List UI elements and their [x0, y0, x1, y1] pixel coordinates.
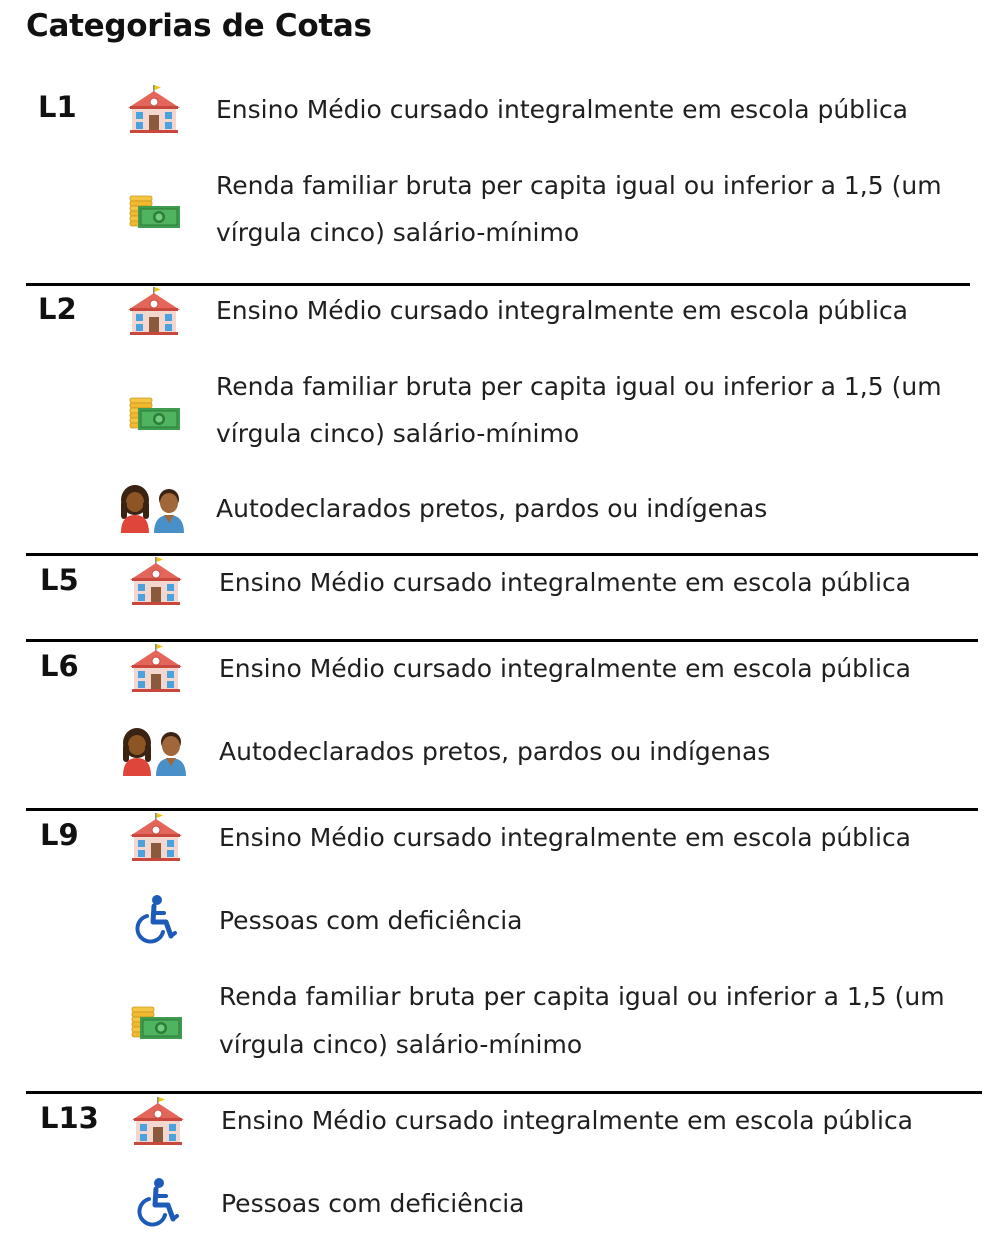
wheelchair-icon — [132, 1177, 188, 1227]
category-code: L13 — [40, 1101, 99, 1135]
criterion-school: Ensino Médio cursado integralmente em escola pública — [219, 568, 912, 597]
school-house-icon — [128, 643, 184, 693]
section-divider — [26, 1091, 982, 1094]
criterion-income-line2: vírgula cinco) salário-mínimo — [216, 218, 580, 247]
category-code: L6 — [40, 649, 79, 683]
criterion-income-line1: Renda familiar bruta per capita igual ou inferior a 1,5 (um — [216, 171, 942, 200]
criterion-race: Autodeclarados pretos, pardos ou indígenas — [219, 737, 771, 766]
category-code: L5 — [40, 563, 79, 597]
criterion-school: Ensino Médio cursado integralmente em escola pública — [216, 95, 909, 124]
criterion-school: Ensino Médio cursado integralmente em escola pública — [219, 654, 912, 683]
criterion-income-line2: vírgula cinco) salário-mínimo — [219, 1030, 583, 1059]
category-code: L2 — [38, 292, 77, 326]
school-house-icon — [126, 84, 182, 134]
criterion-school: Ensino Médio cursado integralmente em escola pública — [219, 823, 912, 852]
criterion-school: Ensino Médio cursado integralmente em escola pública — [221, 1106, 914, 1135]
section-divider — [26, 808, 978, 811]
criterion-disability: Pessoas com deficiência — [221, 1189, 525, 1218]
money-coins-icon — [126, 184, 182, 234]
people-icon — [116, 483, 190, 533]
criterion-income-line1: Renda familiar bruta per capita igual ou inferior a 1,5 (um — [216, 372, 942, 401]
money-coins-icon — [126, 386, 182, 436]
wheelchair-icon — [130, 894, 186, 944]
criterion-income-line1: Renda familiar bruta per capita igual ou inferior a 1,5 (um — [219, 982, 945, 1011]
money-coins-icon — [128, 995, 184, 1045]
school-house-icon — [128, 812, 184, 862]
criterion-disability: Pessoas com deficiência — [219, 906, 523, 935]
school-house-icon — [126, 286, 182, 336]
criterion-race: Autodeclarados pretos, pardos ou indígenas — [216, 494, 768, 523]
section-divider — [26, 639, 978, 642]
criterion-school: Ensino Médio cursado integralmente em escola pública — [216, 296, 909, 325]
category-code: L9 — [40, 818, 79, 852]
criterion-income-line2: vírgula cinco) salário-mínimo — [216, 419, 580, 448]
page-title: Categorias de Cotas — [26, 8, 372, 44]
school-house-icon — [130, 1096, 186, 1146]
school-house-icon — [128, 556, 184, 606]
category-code: L1 — [38, 90, 77, 124]
people-icon — [118, 726, 192, 776]
